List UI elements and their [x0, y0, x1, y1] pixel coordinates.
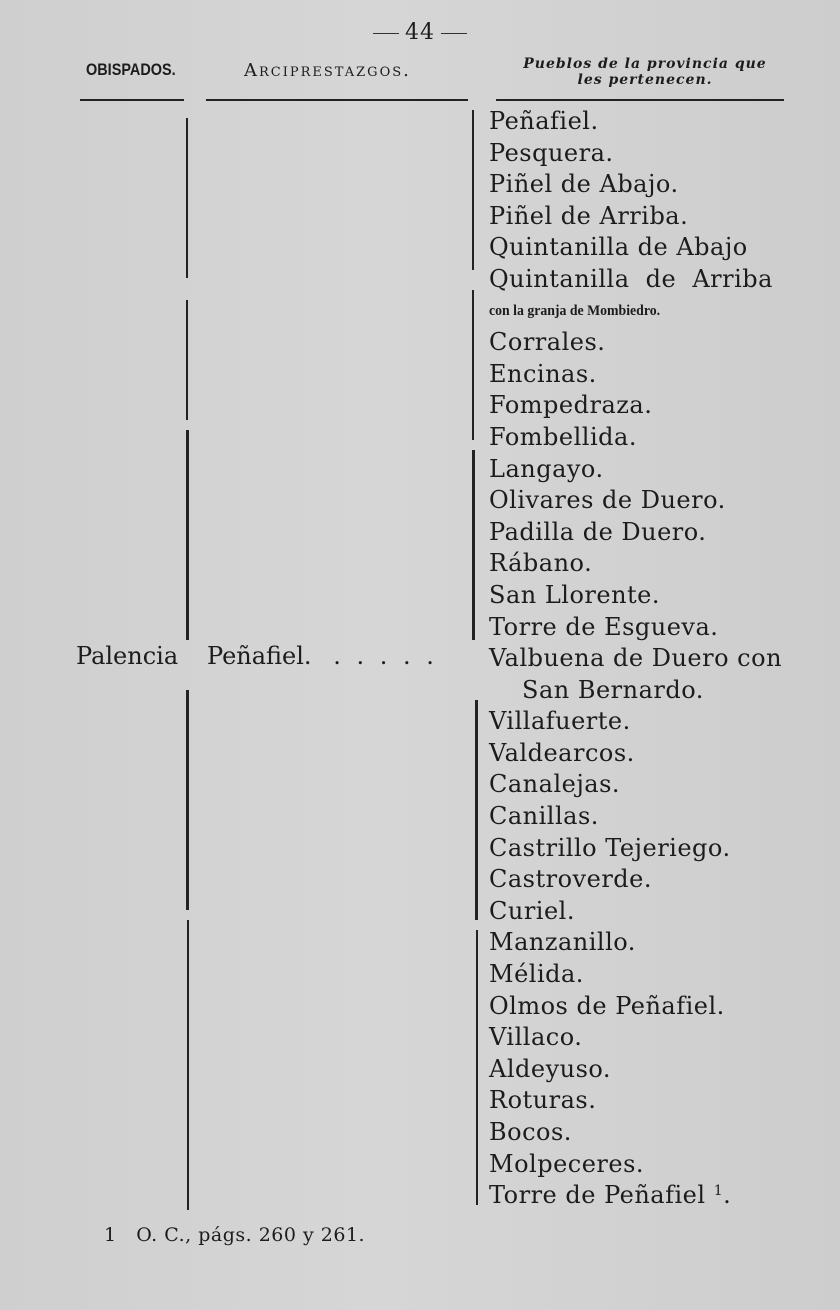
town-item: Villafuerte.: [489, 707, 631, 736]
town-item: Fombellida.: [489, 422, 637, 451]
town-item: Valdearcos.: [489, 738, 635, 767]
town-item: Valbuena de Duero con: [489, 644, 783, 673]
footnote: 1 O. C., págs. 260 y 261.: [104, 1224, 366, 1246]
town-item: Olmos de Peñafiel.: [489, 991, 725, 1020]
town-item-note: con la granja de Mombiedro.: [489, 302, 661, 319]
town-item: Torre de Esgueva.: [489, 612, 719, 641]
town-item: Aldeyuso.: [489, 1054, 612, 1083]
column-header-obispados: OBISPADOS.: [86, 60, 176, 79]
town-item: Villaco.: [489, 1023, 583, 1052]
bishopric-name: Palencia: [76, 642, 179, 670]
town-item: Piñel de Abajo.: [489, 170, 679, 199]
brace-line-right-tip-upper: [472, 450, 475, 640]
town-item: Castroverde.: [489, 865, 652, 894]
town-item: San Llorente.: [489, 580, 661, 609]
town-item: Peñafiel.: [489, 107, 599, 135]
brace-line-right-upper: [472, 110, 474, 270]
archpriesthood-entry: [207, 642, 438, 670]
town-list: [489, 106, 782, 1212]
dash-left: [373, 33, 399, 34]
column-header-arciprestazgos: Arciprestazgos.: [244, 60, 411, 81]
town-item: Encinas.: [489, 359, 597, 388]
dash-right: [441, 33, 467, 34]
footnote-marker: 1: [713, 1183, 724, 1200]
brace-line-left-tip-lower: [186, 690, 189, 910]
town-item: Rábano.: [489, 549, 593, 578]
town-item-text: Torre de Peñafiel: [489, 1181, 706, 1210]
header-rule-obispados: [80, 99, 184, 101]
town-item-last: Torre de Peñafiel $^1$.: [489, 1181, 732, 1210]
brace-line-left-tip-upper: [186, 430, 189, 640]
brace-line-left-mid: [186, 300, 188, 420]
brace-line-right-tip-lower: [475, 700, 478, 920]
town-item: Curiel.: [489, 896, 575, 925]
brace-line-right-mid: [472, 290, 474, 440]
town-item: Langayo.: [489, 454, 604, 483]
town-item: Fompedraza.: [489, 391, 653, 420]
header-rule-pueblos: [496, 99, 784, 101]
town-item: Molpeceres.: [489, 1149, 645, 1178]
brace-line-right-lower: [476, 930, 478, 1205]
town-item: Castrillo Tejeriego.: [489, 833, 731, 862]
town-item: Piñel de Arriba.: [489, 201, 689, 230]
town-item: Canalejas.: [489, 770, 621, 799]
town-item: Quintanilla de Arriba: [489, 264, 773, 293]
brace-line-left-lower: [187, 920, 189, 1210]
column-header-pueblos-line2: les pertenecen.: [577, 72, 713, 88]
town-item-continued: San Bernardo.: [522, 675, 704, 704]
column-header-pueblos-line1: Pueblos de la provincia que: [523, 56, 767, 72]
town-item: Manzanillo.: [489, 928, 636, 957]
leader-dots: . . . . .: [333, 642, 438, 670]
town-item: Quintanilla de Abajo: [489, 233, 748, 262]
page-number: [0, 20, 840, 45]
page-number-text: 44: [405, 20, 435, 45]
header-rule-arciprestazgos: [206, 99, 468, 101]
town-item: Canillas.: [489, 802, 599, 831]
town-item: Bocos.: [489, 1118, 572, 1146]
column-header-pueblos: [500, 56, 790, 88]
town-item: Roturas.: [489, 1086, 597, 1115]
town-item: Olivares de Duero.: [489, 486, 726, 515]
town-item: Padilla de Duero.: [489, 517, 707, 546]
archpriesthood-name: Peñafiel.: [207, 642, 312, 670]
town-item: Mélida.: [489, 960, 584, 989]
town-item: Corrales.: [489, 328, 606, 357]
brace-line-left-upper: [186, 118, 188, 278]
town-item: Pesquera.: [489, 138, 614, 167]
